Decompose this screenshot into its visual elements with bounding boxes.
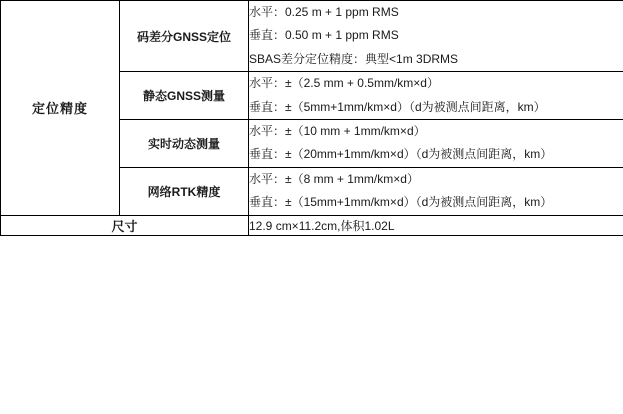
value-line: 水平：±（8 mm + 1mm/km×d） (249, 171, 419, 186)
row-name-code-differential-gnss: 码差分GNSS定位 (120, 1, 249, 72)
row-name-static-gnss: 静态GNSS测量 (120, 72, 249, 120)
row-name-network-rtk: 网络RTK精度 (120, 167, 249, 215)
size-label: 尺寸 (1, 215, 249, 235)
row-name-rtk-measurement: 实时动态测量 (120, 119, 249, 167)
row-value-rtk-measurement (249, 119, 623, 167)
value-line: 垂直：±（20mm+1mm/km×d）（d为被测点间距离，km） (249, 147, 553, 162)
table-row (1, 1, 623, 72)
row-value-static-gnss (249, 72, 623, 120)
value-line: SBAS差分定位精度：典型<1m 3DRMS (249, 51, 459, 66)
row-value-code-differential-gnss (249, 1, 623, 72)
value-line: 垂直：±（5mm+1mm/km×d）（d为被测点间距离，km） (249, 99, 546, 114)
value-line: 水平：±（10 mm + 1mm/km×d） (249, 123, 426, 138)
size-value: 12.9 cm×11.2cm,体积1.02L (249, 215, 623, 235)
row-value-network-rtk (249, 167, 623, 215)
value-line: 垂直：±（15mm+1mm/km×d）（d为被测点间距离，km） (249, 195, 553, 210)
value-line: 水平：±（2.5 mm + 0.5mm/km×d） (249, 76, 439, 91)
value-line: 水平：0.25 m + 1 ppm RMS (249, 5, 399, 19)
table-row (1, 215, 623, 235)
positioning-accuracy-label: 定位精度 (1, 1, 120, 216)
value-line: 垂直：0.50 m + 1 ppm RMS (249, 28, 399, 43)
